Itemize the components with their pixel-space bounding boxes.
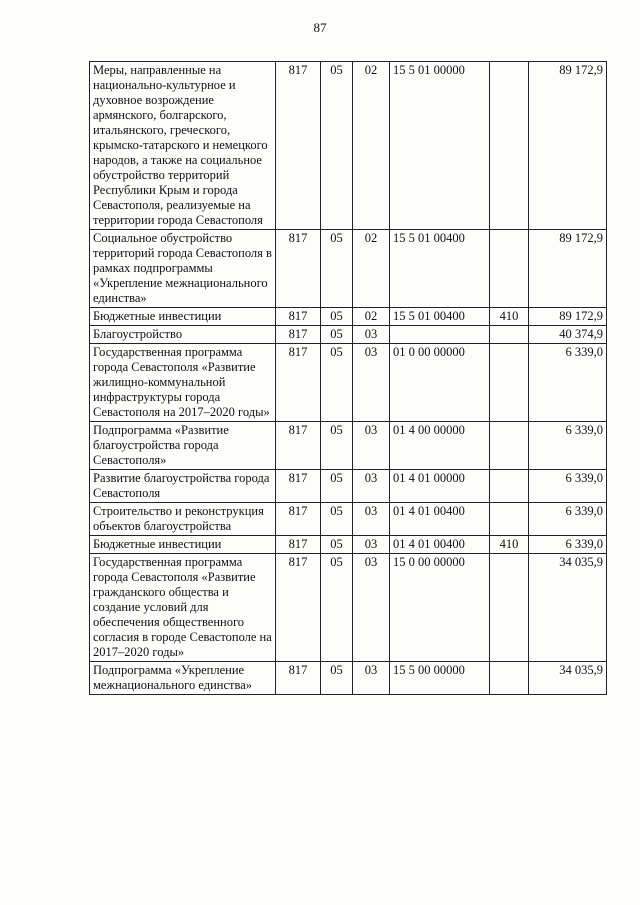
table-row	[90, 662, 607, 695]
target-article-code: 01 4 01 00400	[390, 503, 490, 536]
ministry-code: 817	[276, 536, 321, 554]
amount: 6 339,0	[529, 470, 607, 503]
item-name: Государственная программа города Севастополя «Развитие гражданского общества и создание условий для обеспечения общественного согласия в городе Севастополе на 2017–2020 годы»	[90, 554, 276, 662]
section-code: 05	[321, 62, 353, 230]
table-row	[90, 470, 607, 503]
target-article-code: 15 5 01 00400	[390, 308, 490, 326]
subsection-code: 03	[353, 470, 390, 503]
subsection-code: 02	[353, 308, 390, 326]
table-row	[90, 503, 607, 536]
subsection-code: 03	[353, 662, 390, 695]
expense-kind-code	[490, 503, 529, 536]
expense-kind-code: 410	[490, 536, 529, 554]
amount: 34 035,9	[529, 554, 607, 662]
item-name: Меры, направленные на национально-культурное и духовное возрождение армянского, болгарского, итальянского, греческого, крымско-татарского и немецкого народов, а также на социальное обустройство территорий Республики Крым и города Севастополя, реализуемые на территории города Севастополя	[90, 62, 276, 230]
ministry-code: 817	[276, 422, 321, 470]
expense-kind-code	[490, 230, 529, 308]
item-name: Подпрограмма «Развитие благоустройства города Севастополя»	[90, 422, 276, 470]
amount: 89 172,9	[529, 62, 607, 230]
section-code: 05	[321, 326, 353, 344]
table-row	[90, 554, 607, 662]
subsection-code: 03	[353, 422, 390, 470]
ministry-code: 817	[276, 662, 321, 695]
expense-kind-code	[490, 62, 529, 230]
target-article-code: 15 5 01 00400	[390, 230, 490, 308]
expense-kind-code	[490, 344, 529, 422]
expense-kind-code	[490, 326, 529, 344]
item-name: Строительство и реконструкция объектов благоустройства	[90, 503, 276, 536]
item-name: Развитие благоустройства города Севастополя	[90, 470, 276, 503]
budget-table-body	[90, 62, 607, 695]
table-row	[90, 344, 607, 422]
section-code: 05	[321, 662, 353, 695]
target-article-code	[390, 326, 490, 344]
amount: 6 339,0	[529, 536, 607, 554]
section-code: 05	[321, 230, 353, 308]
table-row	[90, 326, 607, 344]
ministry-code: 817	[276, 344, 321, 422]
section-code: 05	[321, 554, 353, 662]
item-name: Благоустройство	[90, 326, 276, 344]
subsection-code: 03	[353, 503, 390, 536]
target-article-code: 15 5 00 00000	[390, 662, 490, 695]
amount: 89 172,9	[529, 308, 607, 326]
expense-kind-code	[490, 662, 529, 695]
subsection-code: 03	[353, 344, 390, 422]
ministry-code: 817	[276, 503, 321, 536]
amount: 6 339,0	[529, 503, 607, 536]
amount: 6 339,0	[529, 422, 607, 470]
section-code: 05	[321, 344, 353, 422]
expense-kind-code	[490, 554, 529, 662]
budget-table	[89, 61, 607, 695]
target-article-code: 01 4 00 00000	[390, 422, 490, 470]
amount: 40 374,9	[529, 326, 607, 344]
subsection-code: 02	[353, 230, 390, 308]
target-article-code: 15 0 00 00000	[390, 554, 490, 662]
expense-kind-code: 410	[490, 308, 529, 326]
table-row	[90, 536, 607, 554]
page-number: 87	[313, 20, 327, 35]
table-row	[90, 308, 607, 326]
amount: 34 035,9	[529, 662, 607, 695]
item-name: Подпрограмма «Укрепление межнационального единства»	[90, 662, 276, 695]
section-code: 05	[321, 503, 353, 536]
amount: 6 339,0	[529, 344, 607, 422]
table-row	[90, 62, 607, 230]
subsection-code: 03	[353, 536, 390, 554]
ministry-code: 817	[276, 230, 321, 308]
expense-kind-code	[490, 422, 529, 470]
section-code: 05	[321, 470, 353, 503]
target-article-code: 01 0 00 00000	[390, 344, 490, 422]
ministry-code: 817	[276, 326, 321, 344]
target-article-code: 01 4 01 00400	[390, 536, 490, 554]
ministry-code: 817	[276, 470, 321, 503]
subsection-code: 02	[353, 62, 390, 230]
ministry-code: 817	[276, 308, 321, 326]
table-row	[90, 230, 607, 308]
target-article-code: 01 4 01 00000	[390, 470, 490, 503]
ministry-code: 817	[276, 62, 321, 230]
item-name: Бюджетные инвестиции	[90, 308, 276, 326]
table-row	[90, 422, 607, 470]
expense-kind-code	[490, 470, 529, 503]
item-name: Бюджетные инвестиции	[90, 536, 276, 554]
target-article-code: 15 5 01 00000	[390, 62, 490, 230]
subsection-code: 03	[353, 554, 390, 662]
section-code: 05	[321, 536, 353, 554]
subsection-code: 03	[353, 326, 390, 344]
ministry-code: 817	[276, 554, 321, 662]
item-name: Социальное обустройство территорий города Севастополя в рамках подпрограммы «Укрепление межнационального единства»	[90, 230, 276, 308]
section-code: 05	[321, 308, 353, 326]
item-name: Государственная программа города Севастополя «Развитие жилищно-коммунальной инфраструктуры города Севастополя на 2017–2020 годы»	[90, 344, 276, 422]
section-code: 05	[321, 422, 353, 470]
amount: 89 172,9	[529, 230, 607, 308]
